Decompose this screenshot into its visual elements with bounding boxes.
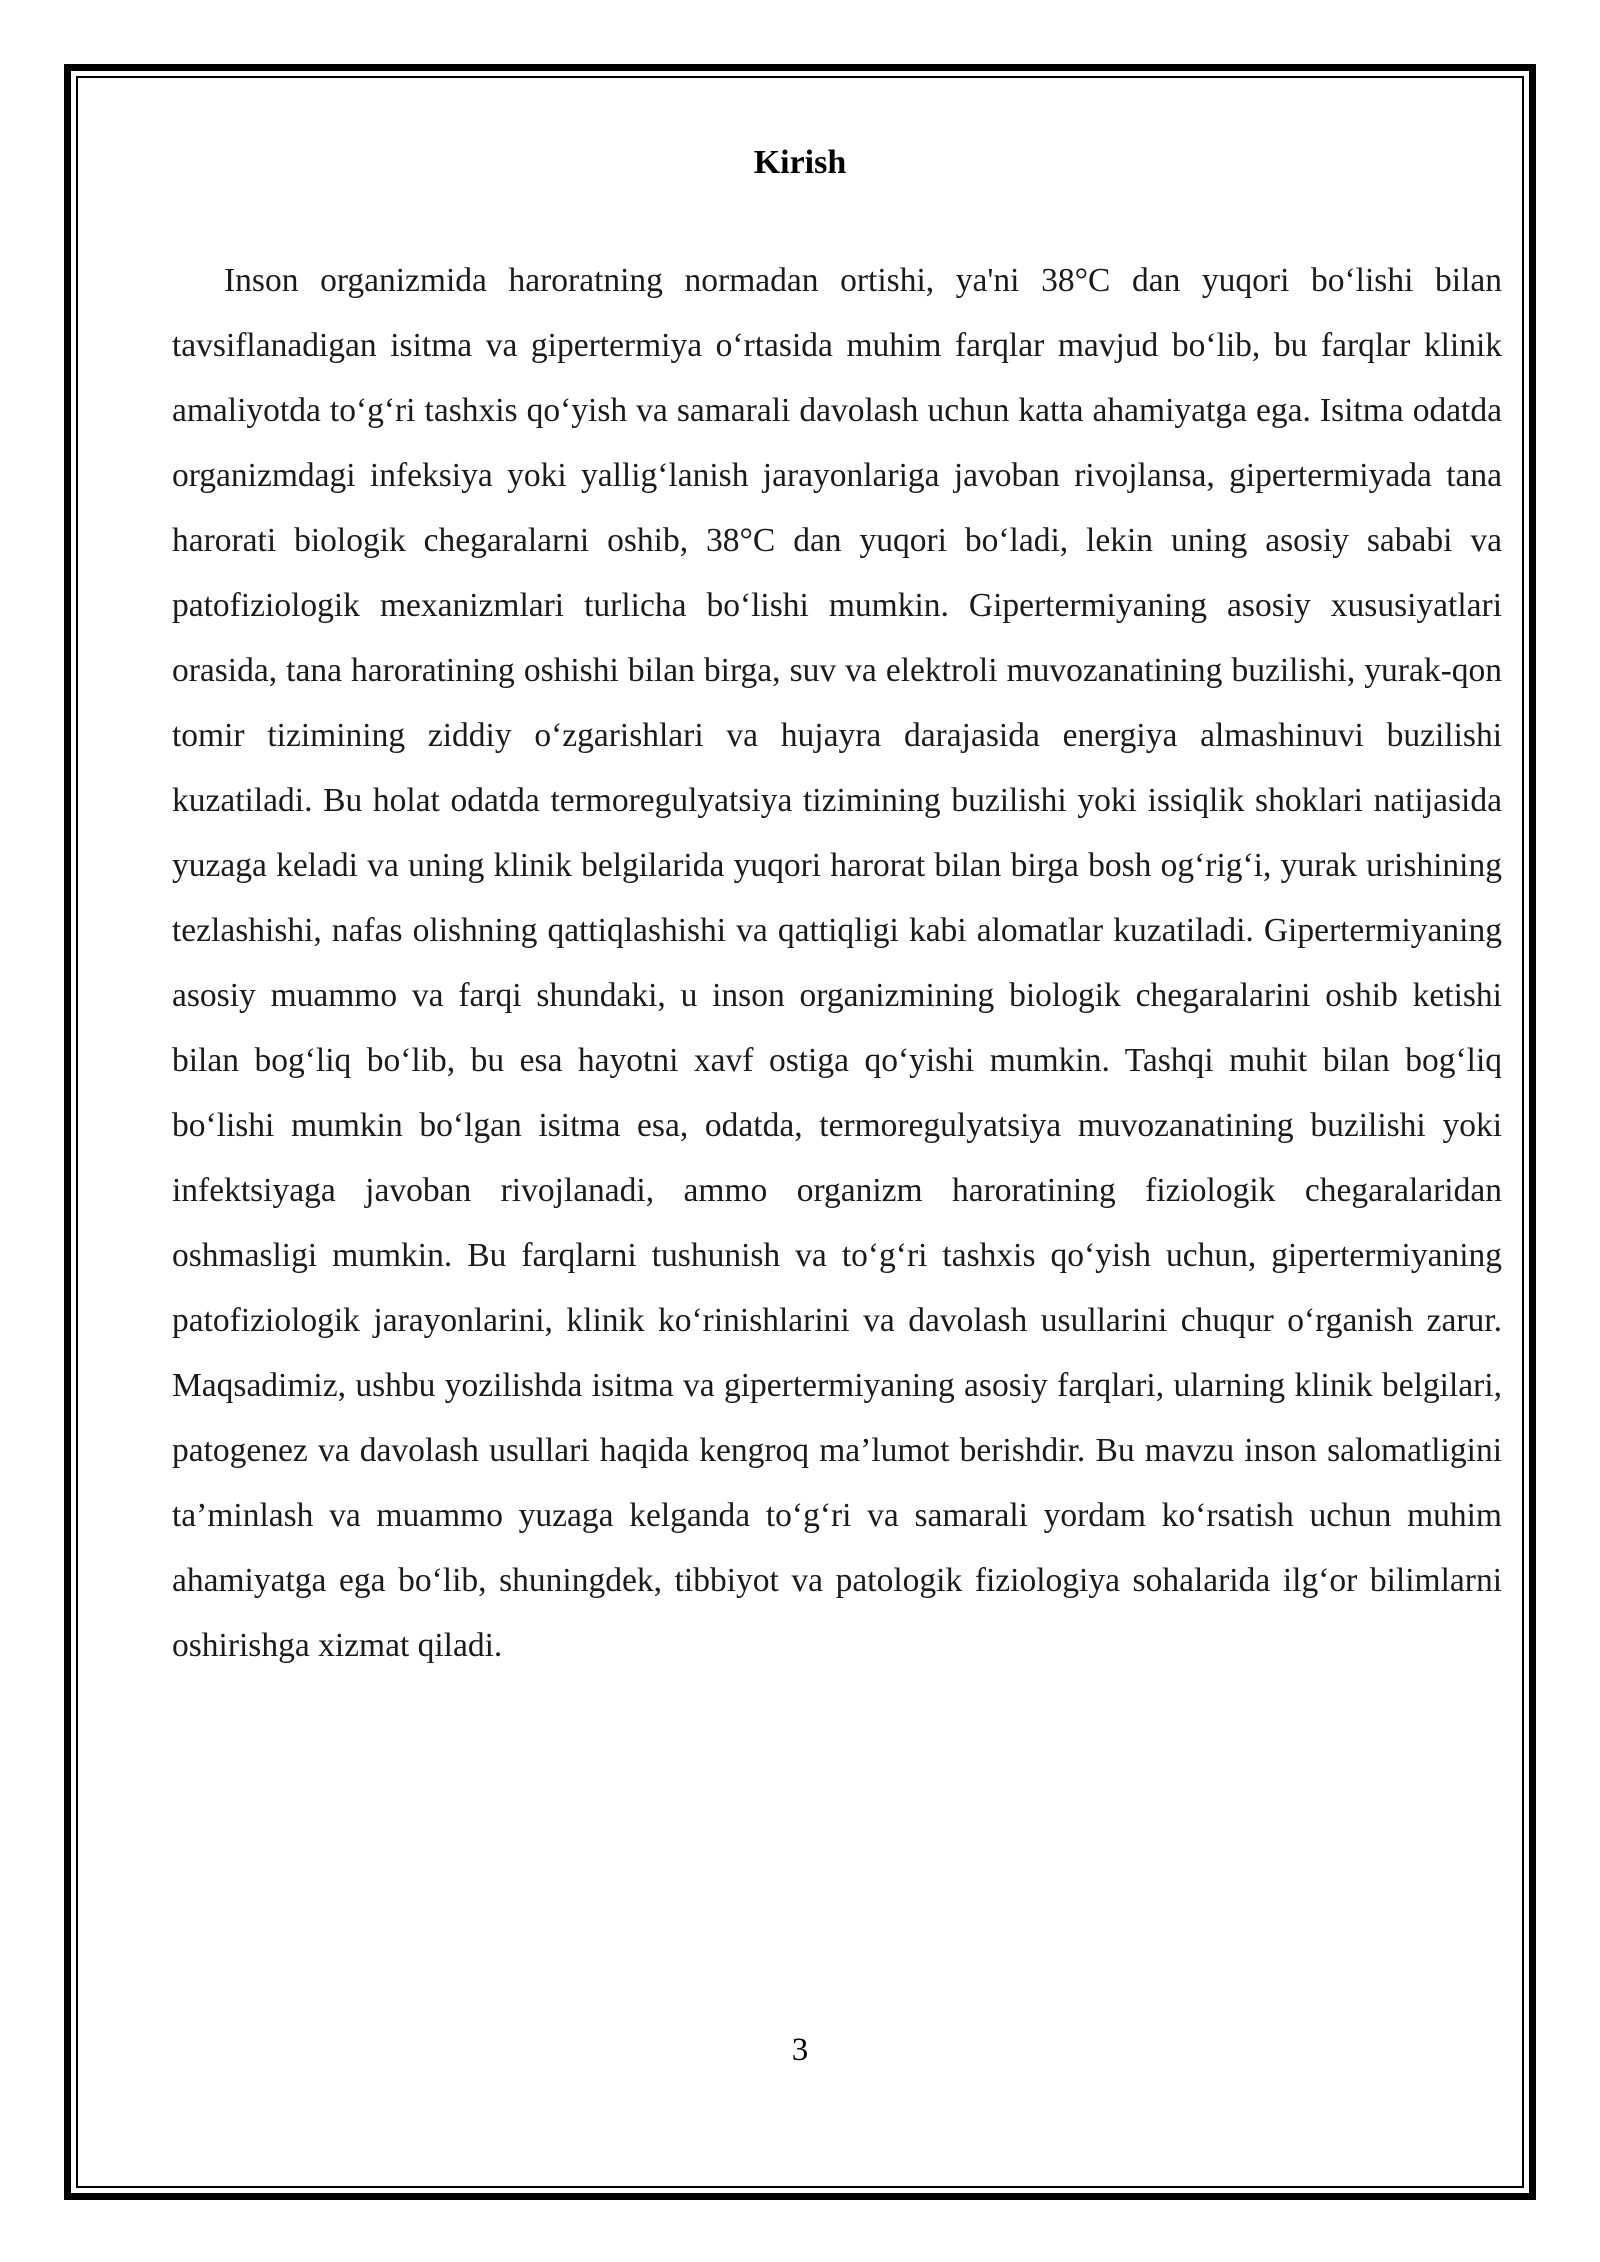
- body-paragraph: Inson organizmida haroratning normadan ortishi, ya'ni 38°C dan yuqori bo‘lishi bilan tavsiflanadigan isitma va gipertermiya o‘rtasida muhim farqlar mavjud bo‘lib, bu farqlar klinik amaliyotda to‘g‘ri tashxis qo‘yish va samarali davolash uchun katta ahamiyatga ega. Isitma odatda organizmdagi infeksiya yoki yallig‘lanish jarayonlariga javoban rivojlansa, gipertermiyada tana harorati biologik chegaralarni oshib, 38°C dan yuqori bo‘ladi, lekin uning asosiy sababi va patofiziologik mexanizmlari turlicha bo‘lishi mumkin. Gipertermiyaning asosiy xususiyatlari orasida, tana haroratining oshishi bilan birga, suv va elektroli muvozanatining buzilishi, yurak-qon tomir tizimining ziddiy o‘zgarishlari va hujayra darajasida energiya almashinuvi buzilishi kuzatiladi. Bu holat odatda termoregulyatsiya tizimining buzilishi yoki issiqlik shoklari natijasida yuzaga keladi va uning klinik belgilarida yuqori harorat bilan birga bosh og‘rig‘i, yurak urishining tezlashishi, nafas olishning qattiqlashishi va qattiqligi kabi alomatlar kuzatiladi. Gipertermiyaning asosiy muammo va farqi shundaki, u inson organizmining biologik chegaralarini oshib ketishi bilan bog‘liq bo‘lib, bu esa hayotni xavf ostiga qo‘yishi mumkin. Tashqi muhit bilan bog‘liq bo‘lishi mumkin bo‘lgan isitma esa, odatda, termoregulyatsiya muvozanatining buzilishi yoki infektsiyaga javoban rivojlanadi, ammo organizm haroratining fiziologik chegaralaridan oshmasligi mumkin. Bu farqlarni tushunish va to‘g‘ri tashxis qo‘yish uchun, gipertermiyaning patofiziologik jarayonlarini, klinik ko‘rinishlarini va davolash usullarini chuqur o‘rganish zarur. Maqsadimiz, ushbu yozilishda isitma va gipertermiyaning asosiy farqlari, ularning klinik belgilari, patogenez va davolash usullari haqida kengroq ma’lumot berishdir. Bu mavzu inson salomatligini ta’minlash va muammo yuzaga kelganda to‘g‘ri va samarali yordam ko‘rsatish uchun muhim ahamiyatga ega bo‘lib, shuningdek, tibbiyot va patologik fiziologiya sohalarida ilg‘or bilimlarni oshirishga xizmat qiladi.: [172, 262, 1502, 1664]
- page-title: Kirish: [753, 144, 847, 181]
- page-number: 3: [791, 2032, 809, 2068]
